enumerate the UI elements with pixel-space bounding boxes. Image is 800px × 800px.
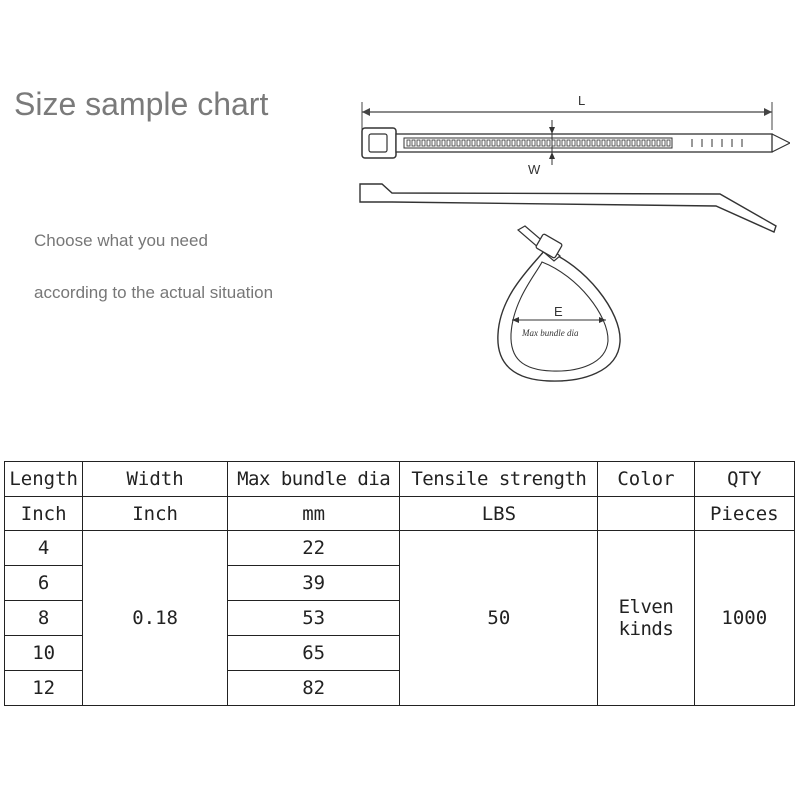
header-color: Color xyxy=(598,462,694,497)
tie-tip-top xyxy=(772,134,790,152)
max-bundle-cell: 53 xyxy=(227,601,400,636)
size-table xyxy=(4,461,795,706)
unit-max-bundle: mm xyxy=(227,497,400,531)
tie-side-view xyxy=(360,184,776,232)
header-max-bundle: Max bundle dia xyxy=(227,462,400,497)
length-cell: 6 xyxy=(5,566,83,601)
length-cell: 4 xyxy=(5,531,83,566)
unit-tensile: LBS xyxy=(400,497,598,531)
subtitle-line-2: according to the actual situation xyxy=(34,283,274,302)
length-arrow-right xyxy=(764,108,772,116)
color-value: Elven kinds xyxy=(598,531,694,706)
unit-row xyxy=(5,497,795,531)
max-bundle-cell: 82 xyxy=(227,671,400,706)
cable-tie-diagram xyxy=(350,80,790,400)
page-title: Size sample chart xyxy=(14,86,269,122)
bundle-label: E xyxy=(554,304,563,319)
unit-color xyxy=(598,497,694,531)
unit-length: Inch xyxy=(5,497,83,531)
unit-qty: Pieces xyxy=(694,497,794,531)
qty-value: 1000 xyxy=(694,531,794,706)
max-bundle-cell: 65 xyxy=(227,636,400,671)
max-bundle-cell: 22 xyxy=(227,531,400,566)
length-cell: 12 xyxy=(5,671,83,706)
length-cell: 8 xyxy=(5,601,83,636)
length-arrow-left xyxy=(362,108,370,116)
unit-width: Inch xyxy=(83,497,228,531)
header-qty: QTY xyxy=(694,462,794,497)
header-row xyxy=(5,462,795,497)
tie-head-slot xyxy=(369,134,387,152)
width-value: 0.18 xyxy=(83,531,228,706)
tensile-value: 50 xyxy=(400,531,598,706)
max-bundle-cell: 39 xyxy=(227,566,400,601)
length-label: L xyxy=(578,93,586,108)
header-length: Length xyxy=(5,462,83,497)
subtitle-line-1: Choose what you need xyxy=(34,231,208,250)
length-cell: 10 xyxy=(5,636,83,671)
header-tensile: Tensile strength xyxy=(400,462,598,497)
bundle-caption: Max bundle dia xyxy=(522,328,579,338)
width-arrow-bottom xyxy=(549,152,555,159)
width-arrow-top xyxy=(549,127,555,134)
header-width: Width xyxy=(83,462,228,497)
table-row xyxy=(5,531,795,566)
width-label: W xyxy=(528,162,541,177)
